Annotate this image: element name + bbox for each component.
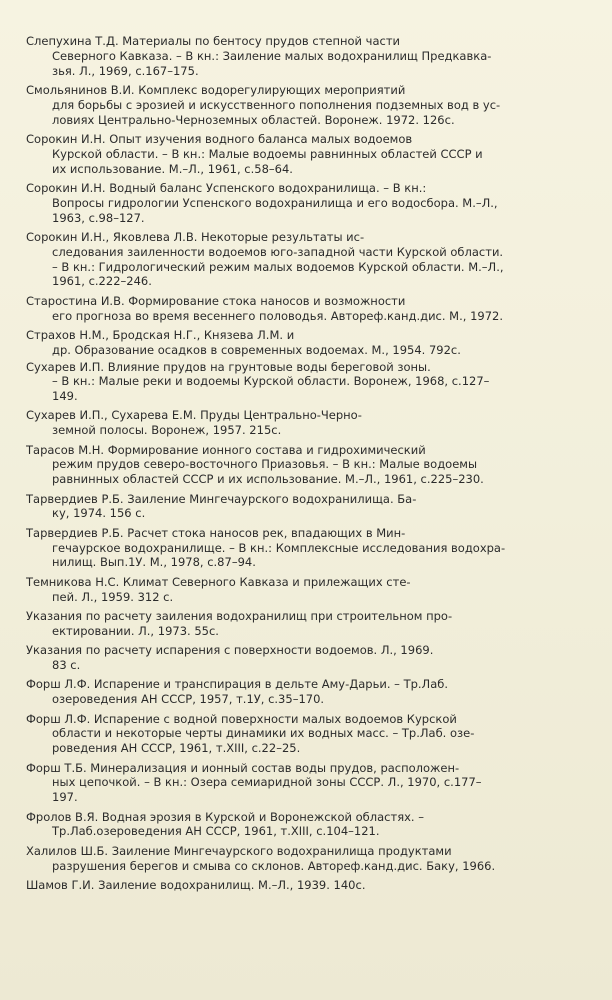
- reference-continuation-line: 1963, с.98–127.: [52, 210, 145, 225]
- reference-continuation-line: следования заиленности водоемов юго-западной части Курской области.: [52, 244, 504, 259]
- reference-first-line: Форш Л.Ф. Испарение с водной поверхности малых водоемов Курской: [26, 711, 457, 726]
- reference-continuation-line: равнинных областей СССР и их использование. М.–Л., 1961, с.225–230.: [52, 472, 484, 487]
- reference-continuation-line: др. Образование осадков в современных водоемах. М., 1954. 792с.: [52, 342, 461, 357]
- reference-first-line: Тарвердиев Р.Б. Заиление Мингечаурского водохранилища. Ба-: [26, 491, 417, 506]
- reference-continuation-line: его прогноза во время весеннего половодья. Автореф.канд.дис. М., 1972.: [52, 308, 503, 323]
- reference-first-line: Шамов Г.И. Заиление водохранилищ. М.–Л., 1939. 140с.: [26, 877, 366, 892]
- reference-continuation-line: 149.: [52, 389, 78, 404]
- reference-first-line: Тарвердиев Р.Б. Расчет стока наносов рек, впадающих в Мин-: [26, 525, 406, 540]
- reference-entry: [26, 844, 612, 874]
- reference-entry: [26, 181, 612, 225]
- reference-entry: [26, 443, 612, 487]
- reference-entry: [26, 712, 612, 756]
- reference-entry: [26, 360, 612, 404]
- reference-entry: [26, 878, 612, 893]
- reference-entry: [26, 761, 612, 805]
- reference-entry: [26, 575, 612, 605]
- reference-first-line: Фролов В.Я. Водная эрозия в Курской и Воронежской областях. –: [26, 809, 424, 824]
- reference-first-line: Темникова Н.С. Климат Северного Кавказа и прилежащих сте-: [26, 574, 411, 589]
- reference-entry: [26, 328, 612, 358]
- reference-continuation-line: Северного Кавказа. – В кн.: Заиление малых водохранилищ Предкавка-: [52, 48, 492, 63]
- reference-first-line: Тарасов М.Н. Формирование ионного состава и гидрохимический: [26, 442, 426, 457]
- reference-list: [26, 34, 612, 897]
- reference-entry: [26, 294, 612, 324]
- reference-entry: [26, 643, 612, 673]
- reference-first-line: Слепухина Т.Д. Материалы по бентосу прудов степной части: [26, 34, 401, 48]
- reference-continuation-line: Вопросы гидрологии Успенского водохранилища и его водосбора. М.–Л.,: [52, 195, 498, 210]
- reference-entry: [26, 34, 612, 78]
- reference-continuation-line: области и некоторые черты динамики их водных масс. – Тр.Лаб. озе-: [52, 726, 475, 741]
- reference-entry: [26, 677, 612, 707]
- reference-continuation-line: ектировании. Л., 1973. 55с.: [52, 623, 219, 638]
- reference-first-line: Сухарев И.П. Влияние прудов на грунтовые воды береговой зоны.: [26, 359, 431, 374]
- reference-continuation-line: ку, 1974. 156 с.: [52, 506, 146, 521]
- reference-continuation-line: роведения АН СССР, 1961, т.XIII, с.22–25.: [52, 741, 301, 756]
- reference-first-line: Сорокин И.Н., Яковлева Л.В. Некоторые результаты ис-: [26, 229, 365, 244]
- reference-continuation-line: 197.: [52, 790, 78, 805]
- reference-entry: [26, 408, 612, 438]
- reference-entry: [26, 609, 612, 639]
- reference-continuation-line: режим прудов северо-восточного Приазовья. – В кн.: Малые водоемы: [52, 457, 478, 472]
- reference-continuation-line: 1961, с.222–246.: [52, 274, 152, 289]
- reference-continuation-line: Тр.Лаб.озероведения АН СССР, 1961, т.XIII, с.104–121.: [52, 824, 380, 839]
- reference-first-line: Сорокин И.Н. Опыт изучения водного баланса малых водоемов: [26, 131, 413, 146]
- reference-first-line: Форш Л.Ф. Испарение и транспирация в дельте Аму-Дарьи. – Тр.Лаб.: [26, 677, 448, 692]
- reference-continuation-line: Курской области. – В кн.: Малые водоемы равнинных областей СССР и: [52, 146, 483, 161]
- reference-entry: [26, 83, 612, 127]
- reference-continuation-line: нилищ. Вып.1У. М., 1978, с.87–94.: [52, 555, 256, 570]
- reference-first-line: Сорокин И.Н. Водный баланс Успенского водохранилища. – В кн.:: [26, 180, 427, 195]
- reference-continuation-line: их использование. М.–Л., 1961, с.58–64.: [52, 161, 293, 176]
- reference-entry: [26, 230, 612, 289]
- reference-continuation-line: для борьбы с эрозией и искусственного пополнения подземных вод в ус-: [52, 97, 501, 112]
- reference-continuation-line: 83 с.: [52, 658, 81, 672]
- reference-entry: [26, 132, 612, 176]
- reference-continuation-line: зья. Л., 1969, с.167–175.: [52, 63, 199, 78]
- reference-first-line: Указания по расчету заиления водохранилищ при строительном про-: [26, 609, 453, 624]
- reference-continuation-line: – В кн.: Гидрологический режим малых водоемов Курской области. М.–Л.,: [52, 259, 504, 274]
- reference-continuation-line: гечаурское водохранилище. – В кн.: Комплексные исследования водохра-: [52, 540, 506, 555]
- reference-first-line: Старостина И.В. Формирование стока наносов и возможности: [26, 293, 406, 308]
- reference-first-line: Смольянинов В.И. Комплекс водорегулирующих мероприятий: [26, 82, 406, 97]
- reference-first-line: Форш Т.Б. Минерализация и ионный состав воды прудов, расположен-: [26, 760, 460, 775]
- reference-continuation-line: – В кн.: Малые реки и водоемы Курской области. Воронеж, 1968, с.127–: [52, 374, 490, 389]
- reference-first-line: Сухарев И.П., Сухарева Е.М. Пруды Центрально-Черно-: [26, 408, 362, 423]
- reference-continuation-line: земной полосы. Воронеж, 1957. 215с.: [52, 423, 282, 438]
- reference-continuation-line: ловиях Центрально-Черноземных областей. Воронеж. 1972. 126с.: [52, 112, 455, 127]
- reference-first-line: Халилов Ш.Б. Заиление Мингечаурского водохранилища продуктами: [26, 843, 452, 858]
- reference-continuation-line: ных цепочкой. – В кн.: Озера семиаридной зоны СССР. Л., 1970, с.177–: [52, 775, 482, 790]
- reference-first-line: Указания по расчету испарения с поверхности водоемов. Л., 1969.: [26, 643, 434, 658]
- reference-entry: [26, 492, 612, 522]
- reference-first-line: Страхов Н.М., Бродская Н.Г., Князева Л.М. и: [26, 327, 295, 342]
- reference-entry: [26, 810, 612, 840]
- reference-continuation-line: пей. Л., 1959. 312 с.: [52, 589, 174, 604]
- reference-continuation-line: озероведения АН СССР, 1957, т.1У, с.35–170.: [52, 692, 325, 707]
- reference-entry: [26, 526, 612, 570]
- reference-continuation-line: разрушения берегов и смыва со склонов. Автореф.канд.дис. Баку, 1966.: [52, 858, 496, 873]
